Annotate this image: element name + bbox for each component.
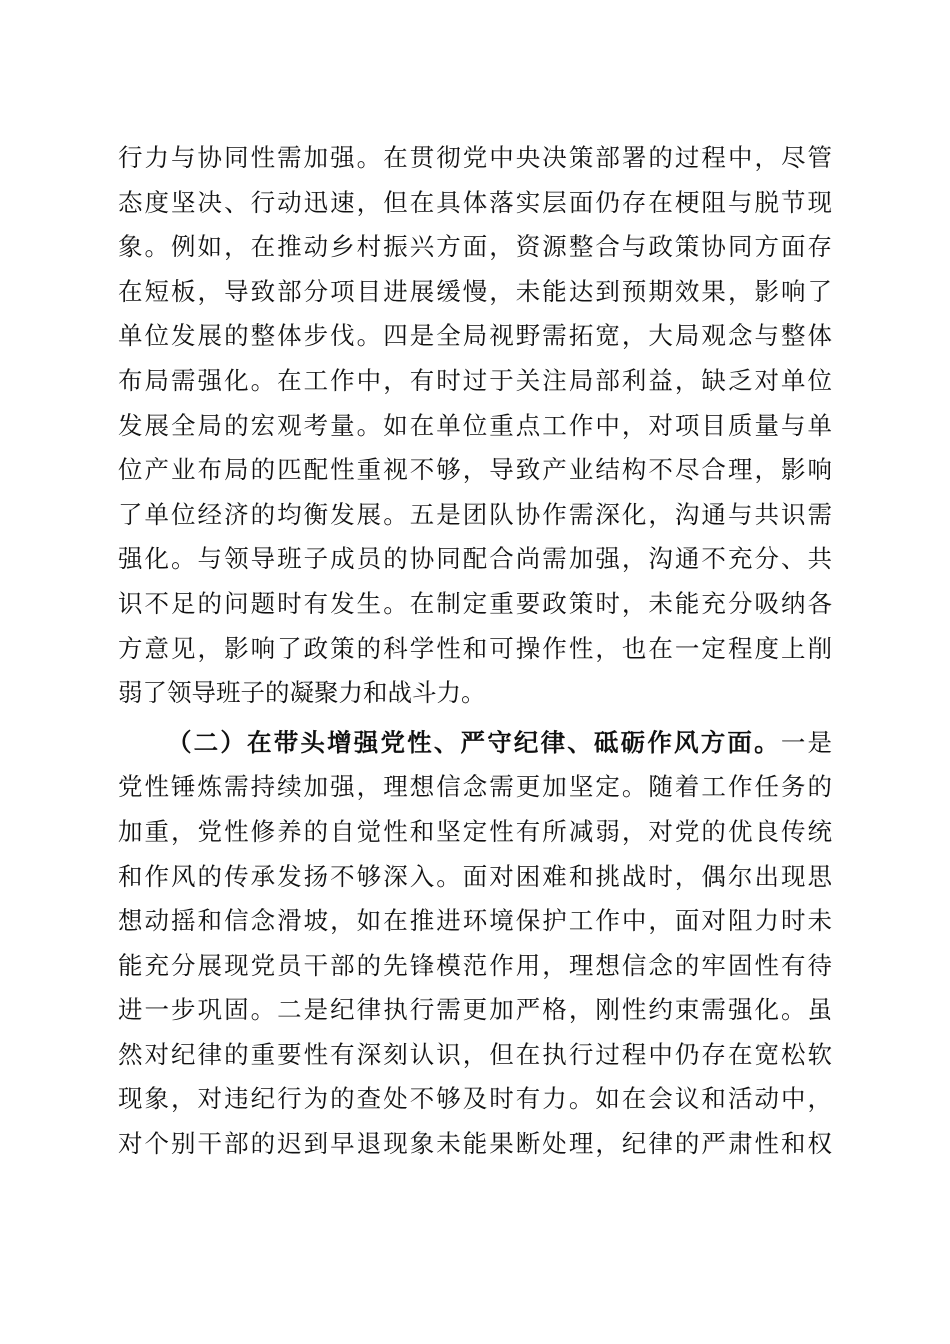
text-line: 党性锤炼需持续加强，理想信念需更加坚定。随着工作任务的 xyxy=(118,772,832,802)
section-heading: （二）在带头增强党性、严守纪律、砥砺作风方面。 xyxy=(167,727,781,757)
text-line: 对个别干部的迟到早退现象未能果断处理，纪律的严肃性和权 xyxy=(118,1129,832,1159)
text-line: 加重，党性修养的自觉性和坚定性有所减弱，对党的优良传统 xyxy=(118,816,832,846)
text-line: 能充分展现党员干部的先锋模范作用，理想信念的牢固性有待 xyxy=(118,950,832,980)
text-line: 了单位经济的均衡发展。五是团队协作需深化，沟通与共识需 xyxy=(118,499,832,529)
document-body xyxy=(118,136,832,1167)
text-line: 位产业布局的匹配性重视不够，导致产业结构不尽合理，影响 xyxy=(118,455,832,485)
text-line: 象。例如，在推动乡村振兴方面，资源整合与政策协同方面存 xyxy=(118,232,832,262)
text-line: 行力与协同性需加强。在贯彻党中央决策部署的过程中，尽管 xyxy=(118,143,832,172)
text-line: 弱了领导班子的凝聚力和战斗力。 xyxy=(118,678,486,708)
text-line: 和作风的传承发扬不够深入。面对困难和挑战时，偶尔出现思 xyxy=(118,861,832,891)
text-line: 然对纪律的重要性有深刻认识，但在执行过程中仍存在宽松软 xyxy=(118,1039,832,1069)
section-heading-line xyxy=(118,721,832,766)
paragraph-party-discipline xyxy=(118,721,832,1167)
text-line: 单位发展的整体步伐。四是全局视野需拓宽，大局观念与整体 xyxy=(118,321,832,351)
text-line: 进一步巩固。二是纪律执行需更加严格，刚性约束需强化。虽 xyxy=(118,995,832,1025)
text-line: 想动摇和信念滑坡，如在推进环境保护工作中，面对阻力时未 xyxy=(118,906,832,936)
text-line: 在短板，导致部分项目进展缓慢，未能达到预期效果，影响了 xyxy=(118,276,832,306)
section-heading-continuation: 一是 xyxy=(780,727,832,757)
text-line: 布局需强化。在工作中，有时过于关注局部利益，缺乏对单位 xyxy=(118,365,832,395)
paragraph-party-leadership-issues xyxy=(118,136,832,716)
text-line: 识不足的问题时有发生。在制定重要政策时，未能充分吸纳各 xyxy=(118,588,832,618)
text-line: 方意见，影响了政策的科学性和可操作性，也在一定程度上削 xyxy=(118,633,832,663)
text-line: 态度坚决、行动迅速，但在具体落实层面仍存在梗阻与脱节现 xyxy=(118,187,832,217)
text-line: 现象，对违纪行为的查处不够及时有力。如在会议和活动中， xyxy=(118,1084,832,1114)
text-line: 强化。与领导班子成员的协同配合尚需加强，沟通不充分、共 xyxy=(118,544,832,574)
text-line: 发展全局的宏观考量。如在单位重点工作中，对项目质量与单 xyxy=(118,410,832,440)
